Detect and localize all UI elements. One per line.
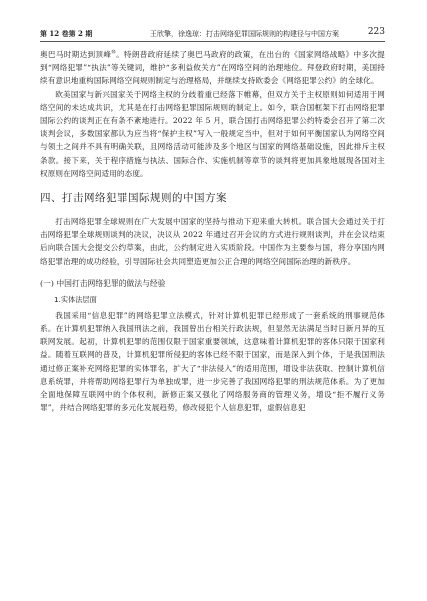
subsubsection-title: 1.实体法层面 xyxy=(54,294,97,304)
page-header xyxy=(40,28,385,42)
paragraph-text-rest: 。特朗普政府延续了奥巴马政府的政策，在出台的《国家网络战略》中多次提到“网络犯罪”“执法”等关键词，维护“多利益攸关方”在网络空间的治理地位。拜登政府时期，美国持续有意识地重构国际网络空间规则制定与治理格局，并继续支持欧委会《网络犯罪公约》的全球化。 xyxy=(40,50,385,86)
page-number: 223 xyxy=(367,27,385,37)
paragraph-sovereignty: 欧美国家与新兴国家关于网络主权的分歧着重已经落下帷幕，但双方关于主权原则如何适用于网络空间的未达成共识，尤其是在打击网络犯罪国际规则的制定上。如今，联合国框架下打击网络犯罪国际公约的谈判正在有条不紊地进行。2022 年 5 月，联合国打击网络犯罪公约特委会召开了第二次谈判会议，多数国家都认为应当将“保护主权”写入一般规定当中，但对于如何平衡国家认为网络空间与领土之间并不具有明确关联，且网络活动可能涉及多个地区与国家的网络基础设施，因此排斥主权条款。接下来，关于程序措施与执法、国际合作、实施机制等章节的谈判将更加具象地展现各国对主权原则在网络空间适用的态度。 xyxy=(40,89,385,178)
paragraph-substantive-law: 我国采用“信息犯罪”的网络犯罪立法模式，针对计算机犯罪已经形成了一套系统的刑事规范体系。在计算机犯罪纳入我国刑法之前，我国曾出台相关行政法规，但显然无法满足当时日新月异的互联网发展。起初，计算机犯罪的范围仅限于国家重要领域，这意味着计算机犯罪的客体只限于国家利益。随着互联网的普及，计算机犯罪所侵犯的客体已经不限于国家，而是深入到个体，于是我国刑法通过修正案补充网络犯罪的实体罪名，扩大了“非法侵入”的适用范围，增设非法获取、控制计算机信息系统罪，并将帮助网络犯罪行为单独成罪，进一步完善了我国网络犯罪的刑法规范体系。为了更加全面地保障互联网中的个体权利，新修正案又强化了网络服务商的管理义务，增设“拒不履行义务罪”，并结合网络犯罪的多元化发展趋势，修改侵犯个人信息犯罪，虚假信息犯 xyxy=(40,310,385,413)
paragraph-continued xyxy=(40,48,385,88)
footnote-marker: ⑩ xyxy=(111,49,117,56)
running-title: 王欣擎，徐逸琼：打击网络犯罪国际规则的构建径与中国方案 xyxy=(150,30,339,38)
article-body xyxy=(40,48,385,414)
journal-issue: 第 12 卷第 2 期 xyxy=(40,29,93,38)
subsection-title: (一) 中国打击网络犯罪的做法与经验 xyxy=(40,278,166,288)
paragraph-intro: 打击网络犯罪全球规则在广大发展中国家的坚持与推动下迎来重大转机。联合国大会通过关于打击网络犯罪全球规则谈判的决议，决议从 2022 年通过召开会议的方式进行规则谈判，并在会议结束后向联合国大会提交公约草案，由此，公约制定进入实质阶段。中国作为主要参与国，将分享国内网络犯罪治理的成功经验，引导国际社会共同塑造更加公正合理的网络空间国际治理的新秩序。 xyxy=(40,217,385,266)
section-title: 四、打击网络犯罪国际规则的中国方案 xyxy=(40,192,227,205)
paragraph-text-start: 奥巴马时期达到顶峰 xyxy=(40,50,112,59)
